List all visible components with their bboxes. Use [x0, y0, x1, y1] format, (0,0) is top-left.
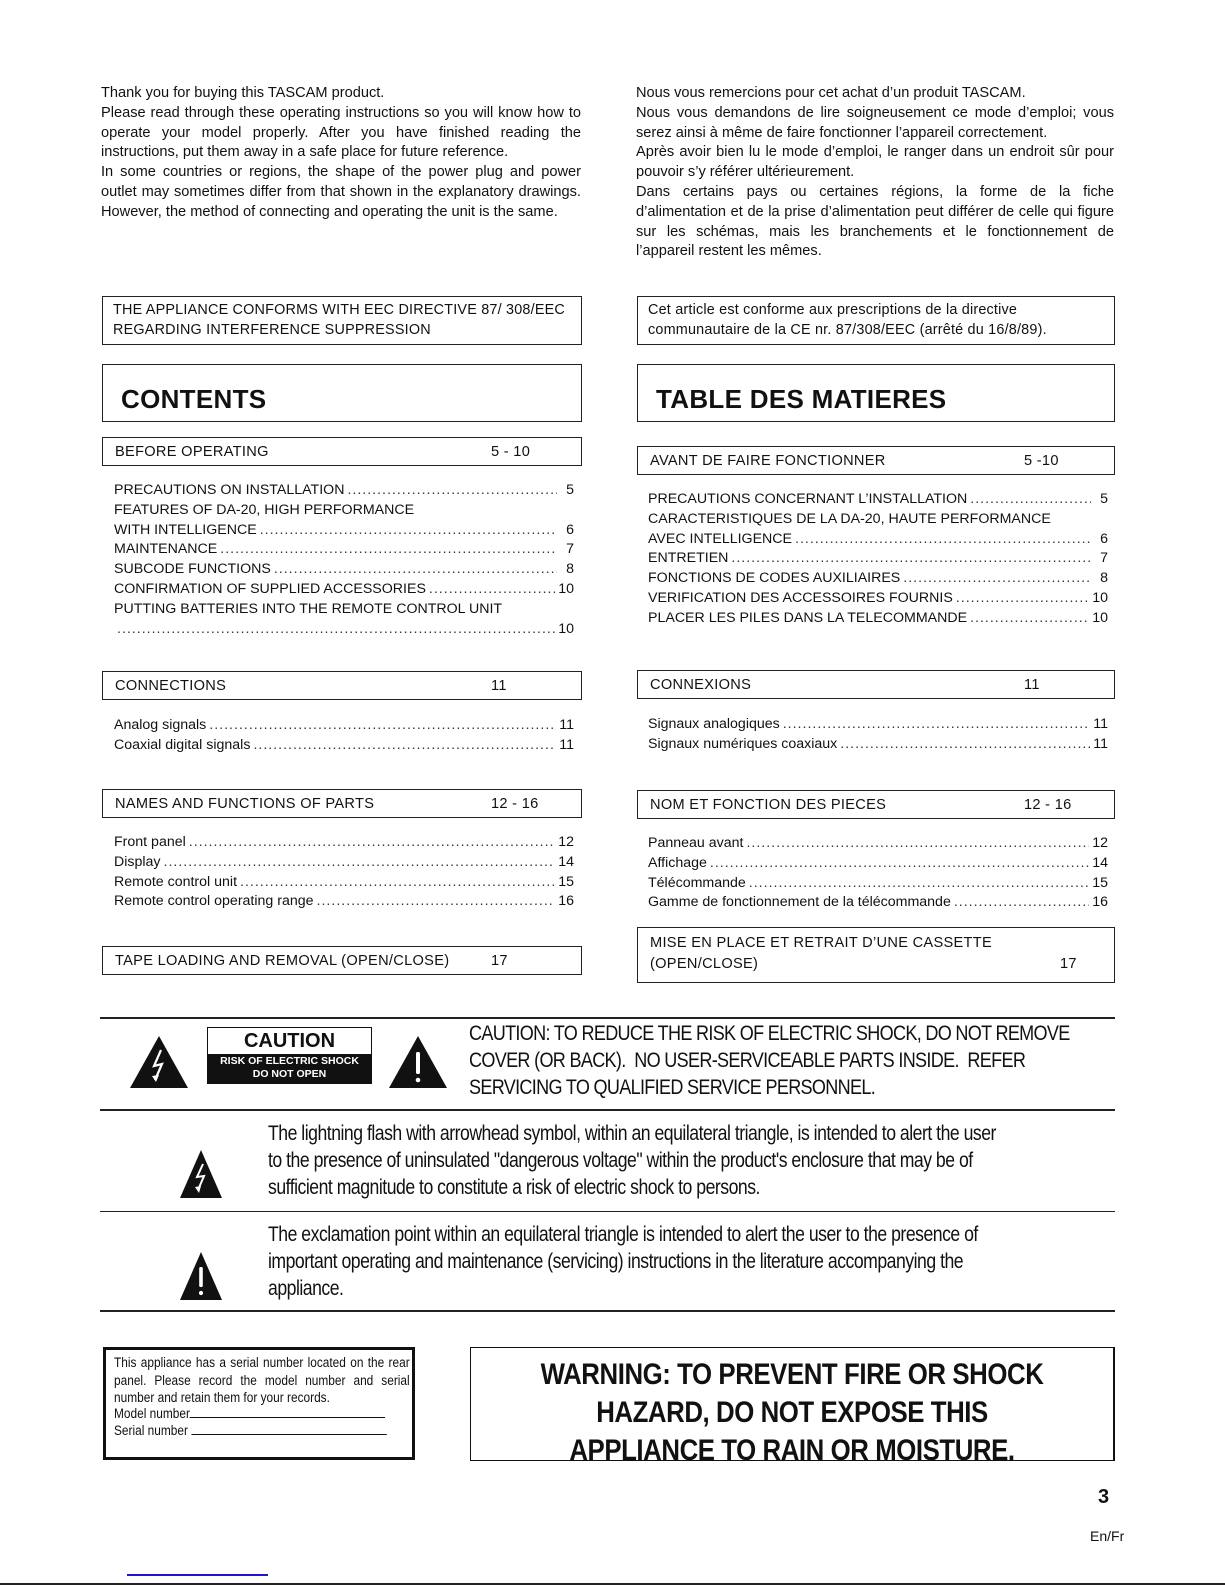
section-pages: 12 - 16 [1024, 796, 1072, 813]
model-number-label: Model number [114, 1405, 190, 1421]
toc-entry[interactable]: WITH INTELLIGENCE ..... 6 [114, 521, 574, 541]
divider [100, 1310, 1115, 1312]
warning-box [470, 1347, 1115, 1467]
section-label-cont: (OPEN/CLOSE) [650, 956, 759, 972]
caution-label-subtitle: RISK OF ELECTRIC SHOCK DO NOT OPEN [208, 1054, 371, 1083]
toc-entry[interactable]: Display ..... 14 [114, 853, 574, 873]
caution-text: CAUTION: TO REDUCE THE RISK OF ELECTRIC SHOCK, DO NOT REMOVE COVER (OR BACK). NO USER-SERVICEABLE PARTS INSIDE. REFER SERVICING TO QUALIFIED SERVICE PERSONNEL. [469, 1022, 1070, 1099]
serial-record-box [103, 1347, 415, 1460]
toc-list-fr [648, 715, 1108, 755]
intro-paragraph: In some countries or regions, the shape of the power plug and power outlet may sometimes differ from that shown in the explanatory drawings. However, the method of connecting and operating the unit is the same. [101, 164, 581, 220]
intro-fr [636, 84, 1114, 262]
contents-title-box-fr [637, 364, 1115, 422]
intro-paragraph: Dans certains pays ou certaines régions, la forme de la fiche d’alimentation et de la prise d’alimentation peut différer de celle qui figure sur les schémas, mais les branchements et le fonctionnement de l’appareil restent les mêmes. [636, 183, 1114, 260]
toc-entry[interactable]: ..... 10 [114, 620, 574, 640]
intro-paragraph: Nous vous remercions pour cet achat d’un produit TASCAM. [636, 85, 1026, 101]
intro-paragraph: Nous vous demandons de lire soigneusement ce mode d’emploi; vous serez ainsi à même de faire fonctionner l’appareil correctement. [636, 104, 1114, 141]
toc-entry[interactable]: PRECAUTIONS CONCERNANT L’INSTALLATION ..... 5 [648, 490, 1108, 510]
toc-entry[interactable]: CONFIRMATION OF SUPPLIED ACCESSORIES ..... 10 [114, 580, 574, 600]
toc-section-mise-en-place[interactable] [637, 927, 1115, 983]
serial-number-input[interactable] [191, 1422, 386, 1435]
toc-entry[interactable]: SUBCODE FUNCTIONS ..... 8 [114, 560, 574, 580]
toc-list-fr [648, 490, 1108, 629]
section-label: AVANT DE FAIRE FONCTIONNER [650, 452, 886, 469]
toc-entry[interactable]: Affichage ..... 14 [648, 854, 1108, 874]
toc-entry[interactable]: VERIFICATION DES ACCESSOIRES FOURNIS ..... 10 [648, 589, 1108, 609]
section-label: MISE EN PLACE ET RETRAIT D’UNE CASSETTE [650, 935, 993, 951]
toc-list-fr [648, 834, 1108, 913]
toc-list [114, 716, 574, 756]
toc-entry[interactable]: PLACER LES PILES DANS LA TELECOMMANDE ..... 10 [648, 609, 1108, 629]
section-pages: 12 - 16 [491, 795, 539, 812]
link-underline[interactable] [127, 1574, 268, 1576]
toc-entry[interactable]: PUTTING BATTERIES INTO THE REMOTE CONTROL UNIT [114, 600, 503, 617]
section-pages: 17 [1060, 956, 1077, 972]
section-label: NOM ET FONCTION DES PIECES [650, 796, 887, 813]
section-pages: 17 [491, 952, 508, 969]
section-label: TAPE LOADING AND REMOVAL (OPEN/CLOSE) [115, 952, 450, 969]
eec-notice-fr: Cet article est conforme aux prescriptions de la directive communautaire de la CE nr. 87/308/EEC (arrêté du 16/8/89). [637, 296, 1115, 345]
exclamation-symbol-description: The exclamation point within an equilateral triangle is intended to alert the user to the presence of important operating and maintenance (servicing) instructions in the literature accompanying the appliance. [268, 1222, 978, 1300]
intro-en [101, 84, 581, 223]
contents-title-box [102, 364, 582, 422]
intro-paragraph: Après avoir bien lu le mode d’emploi, le ranger dans un endroit sûr pour pouvoir s’y référer ultérieurement. [636, 144, 1114, 181]
divider [100, 1211, 1115, 1212]
toc-entry[interactable]: Panneau avant ..... 12 [648, 834, 1108, 854]
toc-entry[interactable]: Signaux numériques coaxiaux ..... 11 [648, 735, 1108, 755]
toc-entry[interactable]: Télécommande ..... 15 [648, 874, 1108, 894]
model-number-field[interactable] [114, 1405, 410, 1423]
eec-notice-en: THE APPLIANCE CONFORMS WITH EEC DIRECTIVE 87/ 308/EEC REGARDING INTERFERENCE SUPPRESSION [102, 296, 582, 345]
toc-entry[interactable]: FONCTIONS DE CODES AUXILIAIRES ..... 8 [648, 569, 1108, 589]
section-label: CONNEXIONS [650, 676, 752, 693]
toc-section-avant[interactable] [637, 446, 1115, 475]
exclamation-triangle-icon [180, 1252, 222, 1300]
toc-entry[interactable]: ENTRETIEN ..... 7 [648, 549, 1108, 569]
intro-paragraph: Please read through these operating instructions so you will know how to operate your model properly. After you have finished reading the instructions, put them away in a safe place for future reference. [101, 104, 581, 161]
page-title-fr: TABLE DES MATIERES [656, 384, 947, 414]
toc-list [114, 481, 574, 639]
toc-section-nom-fonction[interactable] [637, 790, 1115, 819]
toc-entry[interactable]: Analog signals ..... 11 [114, 716, 574, 736]
warning-line: WARNING: TO PREVENT FIRE OR SHOCK [540, 1358, 1044, 1391]
toc-section-names-functions[interactable] [102, 789, 582, 818]
section-pages: 11 [491, 677, 507, 694]
toc-entry[interactable]: Remote control operating range ..... 16 [114, 892, 574, 912]
caution-label-title: CAUTION [243, 1030, 336, 1052]
exclamation-triangle-icon [389, 1036, 447, 1088]
toc-entry[interactable]: AVEC INTELLIGENCE ..... 6 [648, 530, 1108, 550]
section-pages: 5 -10 [1024, 452, 1059, 469]
section-label: BEFORE OPERATING [115, 443, 269, 460]
toc-section-tape-loading[interactable] [102, 946, 582, 975]
toc-entry[interactable]: CARACTERISTIQUES DE LA DA-20, HAUTE PERFORMANCE [648, 510, 1051, 527]
divider [100, 1017, 1115, 1019]
toc-entry[interactable]: Coaxial digital signals ..... 11 [114, 736, 574, 756]
toc-entry[interactable]: Front panel ..... 12 [114, 833, 574, 853]
toc-entry[interactable]: PRECAUTIONS ON INSTALLATION ..... 5 [114, 481, 574, 501]
toc-entry[interactable]: Gamme de fonctionnement de la télécommande ..... 16 [648, 893, 1108, 913]
serial-number-field[interactable] [114, 1422, 410, 1440]
lightning-symbol-description: The lightning flash with arrowhead symbol, within an equilateral triangle, is intended to alert the user to the presence of uninsulated "dangerous voltage" within the product's enclosure that may be of sufficient magnitude to constitute a risk of electric shock to persons. [268, 1121, 996, 1199]
serial-instructions: This appliance has a serial number located on the rear panel. Please record the model number and serial number and retain them for your records. [114, 1355, 410, 1405]
toc-entry[interactable]: MAINTENANCE ..... 7 [114, 540, 574, 560]
section-pages: 11 [1024, 676, 1040, 693]
page-title: CONTENTS [121, 384, 267, 414]
divider [100, 1109, 1115, 1111]
caution-label [207, 1027, 372, 1084]
toc-entry[interactable]: FEATURES OF DA-20, HIGH PERFORMANCE [114, 501, 415, 518]
toc-list [114, 833, 574, 912]
language-code: En/Fr [1090, 1528, 1125, 1544]
toc-section-connexions[interactable] [637, 670, 1115, 699]
section-label: NAMES AND FUNCTIONS OF PARTS [115, 795, 375, 812]
serial-number-label: Serial number [114, 1423, 188, 1438]
section-pages: 5 - 10 [491, 443, 531, 460]
intro-paragraph: Thank you for buying this TASCAM product. [101, 85, 385, 101]
toc-entry[interactable]: Remote control unit ..... 15 [114, 873, 574, 893]
toc-section-connections[interactable] [102, 671, 582, 700]
toc-section-before-operating[interactable] [102, 437, 582, 466]
lightning-triangle-icon [180, 1150, 222, 1198]
warning-line: APPLIANCE TO RAIN OR MOISTURE. [569, 1434, 1015, 1467]
toc-entry[interactable]: Signaux analogiques ..... 11 [648, 715, 1108, 735]
page-number: 3 [1098, 1486, 1110, 1508]
model-number-input[interactable] [190, 1405, 385, 1418]
lightning-triangle-icon [130, 1036, 188, 1088]
section-label: CONNECTIONS [115, 677, 227, 694]
warning-line: HAZARD, DO NOT EXPOSE THIS [596, 1396, 988, 1429]
